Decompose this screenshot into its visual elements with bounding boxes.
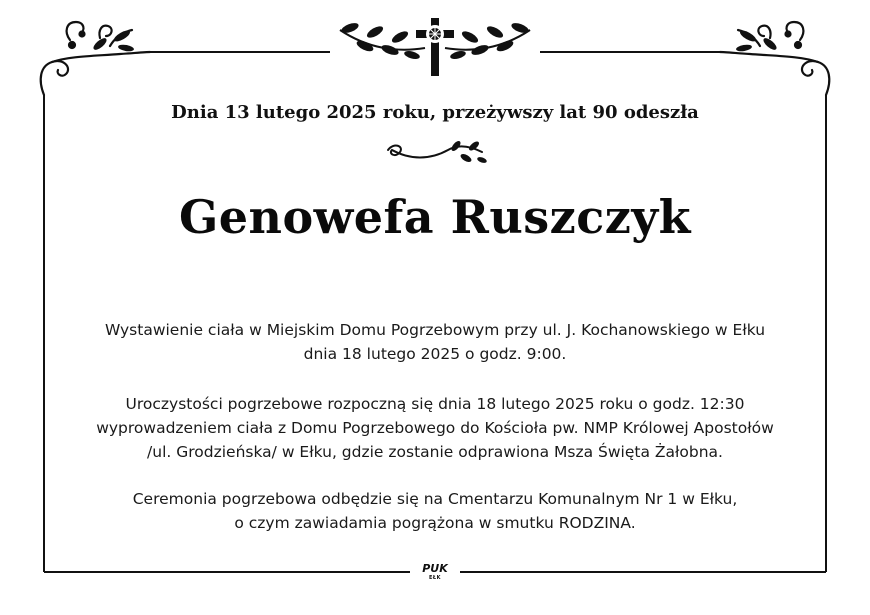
olive-branch-right-icon (445, 21, 530, 60)
paragraph-ceremony (55, 392, 815, 464)
logo-sub-text: EŁK (428, 575, 441, 581)
cross-icon (416, 18, 454, 76)
olive-branch-left-icon (340, 21, 425, 60)
deceased-name: Genowefa Ruszczyk (178, 190, 692, 244)
corner-ornament-right-icon (720, 22, 829, 95)
paragraph-line: o czym zawiadamia pogrążona w smutku RODZINA. (234, 514, 636, 532)
paragraph-line: dnia 18 lutego 2025 o godz. 9:00. (303, 345, 567, 363)
puk-logo (412, 563, 458, 585)
obituary-intro: Dnia 13 lutego 2025 roku, przeżywszy lat 90 odeszła (171, 102, 699, 123)
logo-main-text: PUK (422, 562, 448, 575)
corner-ornament-left-icon (41, 22, 150, 95)
paragraph-line: Uroczystości pogrzebowe rozpoczną się dnia 18 lutego 2025 roku o godz. 12:30 (125, 395, 745, 413)
divider-branch-icon (388, 139, 488, 164)
paragraph-line: /ul. Grodzieńska/ w Ełku, gdzie zostanie odprawiona Msza Święta Żałobna. (147, 443, 723, 461)
paragraph-burial (55, 487, 815, 535)
paragraph-line: Wystawienie ciała w Miejskim Domu Pogrzebowym przy ul. J. Kochanowskiego w Ełku (104, 321, 766, 339)
paragraph-line: wyprowadzeniem ciała z Domu Pogrzebowego do Kościoła pw. NMP Królowej Apostołów (96, 419, 774, 437)
paragraph-line: Ceremonia pogrzebowa odbędzie się na Cmentarzu Komunalnym Nr 1 w Ełku, (132, 490, 738, 508)
paragraph-viewing (55, 318, 815, 366)
